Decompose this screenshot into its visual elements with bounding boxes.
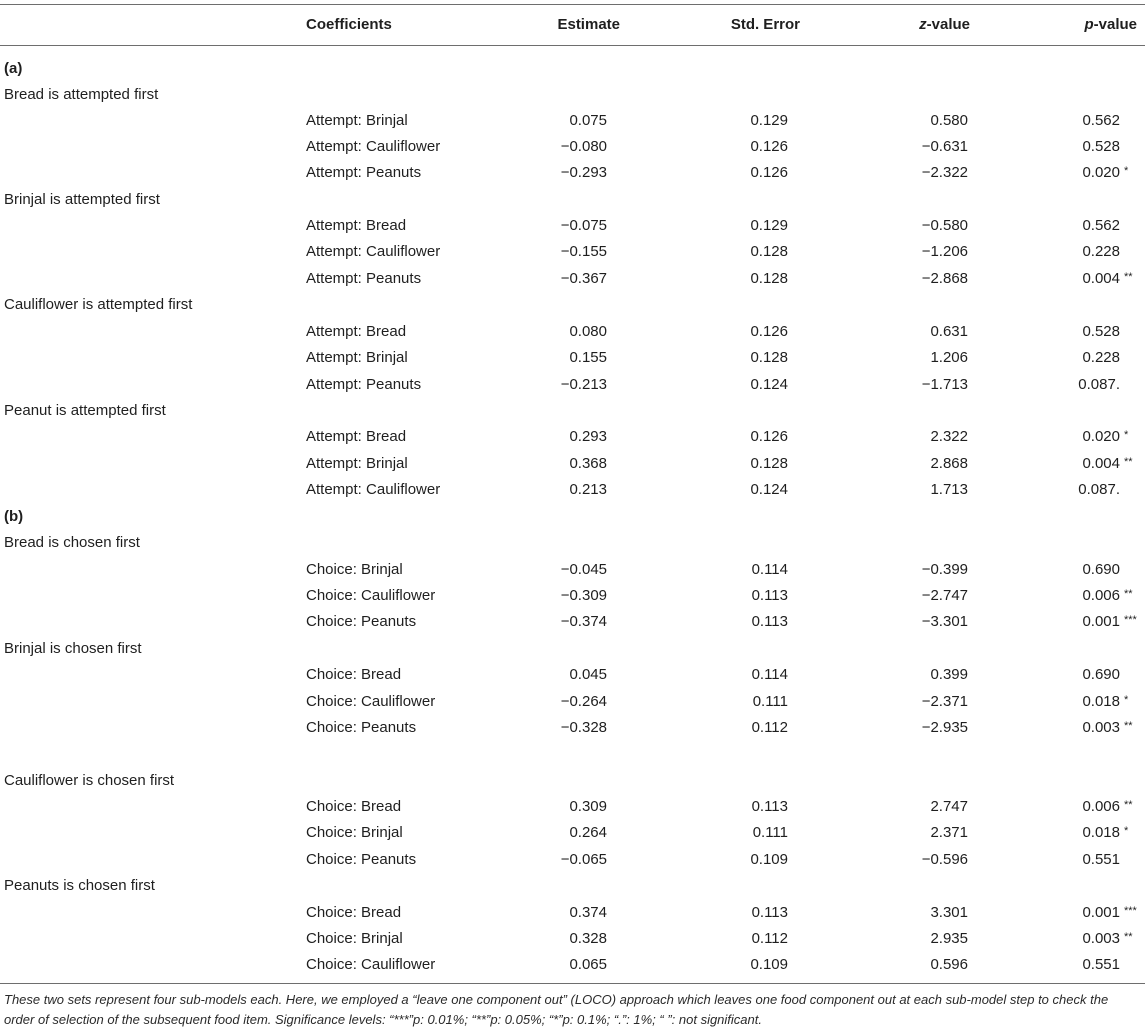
z-value-cell: −2.935 xyxy=(921,719,968,736)
table-row xyxy=(0,557,1145,583)
coef-cell: Attempt: Brinjal xyxy=(306,112,408,129)
table-row xyxy=(0,108,1145,134)
table-row xyxy=(0,451,1145,477)
std-error-cell: 0.112 xyxy=(751,719,788,736)
table-row xyxy=(0,952,1145,978)
estimate-cell: 0.213 xyxy=(569,481,607,498)
table-row xyxy=(0,239,1145,265)
z-value-cell: −0.399 xyxy=(921,561,968,578)
group-peanuts-chosen: Peanuts is chosen first xyxy=(4,877,155,894)
std-error-cell: 0.111 xyxy=(752,824,788,841)
p-value-cell: 0.562 xyxy=(1082,112,1120,129)
p-value-cell: 0.001 xyxy=(1082,613,1120,630)
p-value-cell: 0.551 xyxy=(1082,956,1120,973)
estimate-cell: 0.374 xyxy=(569,904,607,921)
significance-mark: * xyxy=(1124,694,1129,706)
coef-cell: Choice: Brinjal xyxy=(306,824,403,841)
std-error-cell: 0.113 xyxy=(751,613,788,630)
coef-cell: Attempt: Cauliflower xyxy=(306,243,441,260)
z-value-cell: −0.580 xyxy=(921,217,968,234)
significance-mark: *** xyxy=(1124,905,1137,917)
estimate-cell: −0.155 xyxy=(560,243,607,260)
p-value-cell: 0.228 xyxy=(1082,243,1120,260)
p-value-cell: 0.690 xyxy=(1082,666,1120,683)
header-z-rest: -value xyxy=(926,16,970,33)
std-error-cell: 0.126 xyxy=(750,164,788,181)
estimate-cell: 0.309 xyxy=(569,798,607,815)
std-error-cell: 0.113 xyxy=(751,904,788,921)
p-value-cell: 0.001 xyxy=(1082,904,1120,921)
table-row xyxy=(0,160,1145,186)
z-value-cell: 1.713 xyxy=(930,481,968,498)
table-row xyxy=(0,319,1145,345)
table-top-rule xyxy=(0,4,1145,5)
coef-cell: Choice: Peanuts xyxy=(306,613,417,630)
z-value-cell: −2.322 xyxy=(921,164,968,181)
p-value-cell: 0.690 xyxy=(1082,561,1120,578)
coef-cell: Choice: Bread xyxy=(306,666,402,683)
estimate-cell: 0.080 xyxy=(569,323,607,340)
estimate-cell: −0.293 xyxy=(560,164,607,181)
std-error-cell: 0.126 xyxy=(750,138,788,155)
z-value-cell: −2.747 xyxy=(921,587,968,604)
z-value-cell: 0.399 xyxy=(930,666,968,683)
std-error-cell: 0.128 xyxy=(750,243,788,260)
z-value-cell: 2.868 xyxy=(930,455,968,472)
z-value-cell: 2.935 xyxy=(930,930,968,947)
z-value-cell: 0.580 xyxy=(930,112,968,129)
estimate-cell: 0.293 xyxy=(569,428,607,445)
table-header-rule xyxy=(0,45,1145,46)
z-value-cell: 3.301 xyxy=(930,904,968,921)
group-heading xyxy=(0,398,1145,424)
p-value-cell: 0.003 xyxy=(1082,719,1120,736)
coef-cell: Choice: Peanuts xyxy=(306,719,417,736)
significance-mark: * xyxy=(1124,165,1129,177)
significance-mark: *** xyxy=(1124,614,1137,626)
p-value-cell: 0.006 xyxy=(1082,798,1120,815)
std-error-cell: 0.113 xyxy=(751,798,788,815)
estimate-cell: −0.374 xyxy=(560,613,607,630)
table-bottom-rule xyxy=(0,983,1145,984)
estimate-cell: −0.075 xyxy=(560,217,607,234)
group-heading xyxy=(0,82,1145,108)
std-error-cell: 0.128 xyxy=(750,455,788,472)
z-value-cell: 0.631 xyxy=(930,323,968,340)
p-value-cell: 0.528 xyxy=(1082,323,1120,340)
coef-cell: Choice: Bread xyxy=(306,798,402,815)
estimate-cell: −0.065 xyxy=(560,851,607,868)
header-z-italic: z xyxy=(919,16,927,33)
z-value-cell: −0.631 xyxy=(921,138,968,155)
header-estimate: Estimate xyxy=(557,16,620,33)
std-error-cell: 0.109 xyxy=(750,851,788,868)
header-p-italic: p xyxy=(1084,16,1094,33)
significance-mark: * xyxy=(1124,429,1129,441)
estimate-cell: −0.309 xyxy=(560,587,607,604)
table-row xyxy=(0,345,1145,371)
z-value-cell: 1.206 xyxy=(930,349,968,366)
std-error-cell: 0.113 xyxy=(751,587,788,604)
coef-cell: Choice: Bread xyxy=(306,904,402,921)
p-value-cell: 0.087. xyxy=(1078,481,1120,498)
significance-mark: ** xyxy=(1124,456,1133,468)
p-value-cell: 0.004 xyxy=(1082,455,1120,472)
p-value-cell: 0.562 xyxy=(1082,217,1120,234)
p-value-cell: 0.228 xyxy=(1082,349,1120,366)
table-row xyxy=(0,689,1145,715)
z-value-cell: −1.713 xyxy=(921,376,968,393)
std-error-cell: 0.126 xyxy=(750,323,788,340)
coef-cell: Choice: Cauliflower xyxy=(306,956,436,973)
significance-mark: ** xyxy=(1124,271,1133,283)
z-value-cell: −1.206 xyxy=(921,243,968,260)
p-value-cell: 0.020 xyxy=(1082,428,1120,445)
group-brinjal-attempted: Brinjal is attempted first xyxy=(4,191,160,208)
p-value-cell: 0.018 xyxy=(1082,824,1120,841)
table-row xyxy=(0,213,1145,239)
p-value-cell: 0.004 xyxy=(1082,270,1120,287)
std-error-cell: 0.111 xyxy=(752,693,788,710)
table-row xyxy=(0,900,1145,926)
estimate-cell: 0.264 xyxy=(569,824,607,841)
coef-cell: Attempt: Peanuts xyxy=(306,164,422,181)
estimate-cell: 0.045 xyxy=(569,666,607,683)
table-row xyxy=(0,424,1145,450)
table-row xyxy=(0,477,1145,503)
group-cauliflower-chosen: Cauliflower is chosen first xyxy=(4,772,175,789)
estimate-cell: 0.328 xyxy=(569,930,607,947)
coef-cell: Choice: Cauliflower xyxy=(306,693,436,710)
estimate-cell: 0.065 xyxy=(569,956,607,973)
table-row xyxy=(0,372,1145,398)
std-error-cell: 0.114 xyxy=(751,561,788,578)
std-error-cell: 0.109 xyxy=(750,956,788,973)
significance-mark: * xyxy=(1124,825,1129,837)
p-value-cell: 0.003 xyxy=(1082,930,1120,947)
estimate-cell: −0.328 xyxy=(560,719,607,736)
p-value-cell: 0.018 xyxy=(1082,693,1120,710)
group-heading xyxy=(0,636,1145,662)
p-value-cell: 0.528 xyxy=(1082,138,1120,155)
estimate-cell: −0.264 xyxy=(560,693,607,710)
coef-cell: Attempt: Cauliflower xyxy=(306,138,441,155)
std-error-cell: 0.124 xyxy=(750,376,788,393)
z-value-cell: 2.747 xyxy=(930,798,968,815)
estimate-cell: −0.080 xyxy=(560,138,607,155)
coef-cell: Attempt: Peanuts xyxy=(306,270,422,287)
table-row xyxy=(0,820,1145,846)
estimate-cell: −0.045 xyxy=(560,561,607,578)
group-heading xyxy=(0,530,1145,556)
group-bread-attempted: Bread is attempted first xyxy=(4,86,159,103)
header-p-value xyxy=(990,14,1137,36)
significance-mark: ** xyxy=(1124,720,1133,732)
table-row xyxy=(0,847,1145,873)
std-error-cell: 0.114 xyxy=(751,666,788,683)
header-p-rest: -value xyxy=(1093,16,1137,33)
coef-cell: Attempt: Bread xyxy=(306,217,407,234)
std-error-cell: 0.126 xyxy=(750,428,788,445)
z-value-cell: 2.371 xyxy=(930,824,968,841)
coef-cell: Attempt: Brinjal xyxy=(306,349,408,366)
p-value-cell: 0.006 xyxy=(1082,587,1120,604)
section-label-a xyxy=(0,56,1145,82)
group-heading xyxy=(0,292,1145,318)
table-footnote: These two sets represent four sub-models each. Here, we employed a “leave one component out” (LOCO) approach which leaves one food component out at each sub-model step to check the order of selection of the subsequent food item. Significance levels: “***”p: 0.01%; “**”p: 0.05%; “*”p: 0.1%; “.”: 1%; “ ”: not significant. xyxy=(4,992,1109,1027)
estimate-cell: −0.367 xyxy=(560,270,607,287)
significance-mark: ** xyxy=(1124,799,1133,811)
table-row xyxy=(0,609,1145,635)
header-std-error: Std. Error xyxy=(730,16,800,33)
coef-cell: Attempt: Bread xyxy=(306,323,407,340)
table-row xyxy=(0,715,1145,741)
z-value-cell: −3.301 xyxy=(921,613,968,630)
std-error-cell: 0.129 xyxy=(750,217,788,234)
significance-mark: ** xyxy=(1124,588,1133,600)
std-error-cell: 0.128 xyxy=(750,270,788,287)
estimate-cell: 0.075 xyxy=(569,112,607,129)
estimate-cell: 0.155 xyxy=(569,349,607,366)
coef-cell: Attempt: Brinjal xyxy=(306,455,408,472)
table-row xyxy=(0,926,1145,952)
z-value-cell: −2.371 xyxy=(921,693,968,710)
header-coefficients: Coefficients xyxy=(306,16,392,33)
z-value-cell: −2.868 xyxy=(921,270,968,287)
group-bread-chosen: Bread is chosen first xyxy=(4,534,140,551)
table-row xyxy=(0,583,1145,609)
group-peanut-attempted: Peanut is attempted first xyxy=(4,402,166,419)
std-error-cell: 0.112 xyxy=(751,930,788,947)
z-value-cell: 2.322 xyxy=(930,428,968,445)
p-value-cell: 0.020 xyxy=(1082,164,1120,181)
estimate-cell: −0.213 xyxy=(560,376,607,393)
estimate-cell: 0.368 xyxy=(569,455,607,472)
coef-cell: Choice: Cauliflower xyxy=(306,587,436,604)
significance-mark: ** xyxy=(1124,931,1133,943)
std-error-cell: 0.128 xyxy=(750,349,788,366)
coef-cell: Attempt: Bread xyxy=(306,428,407,445)
table-row xyxy=(0,266,1145,292)
p-value-cell: 0.551 xyxy=(1082,851,1120,868)
header-z-value xyxy=(818,14,970,36)
coef-cell: Attempt: Cauliflower xyxy=(306,481,441,498)
group-heading xyxy=(0,187,1145,213)
table-row xyxy=(0,794,1145,820)
coef-cell: Choice: Brinjal xyxy=(306,561,403,578)
group-cauliflower-attempted: Cauliflower is attempted first xyxy=(4,296,193,313)
part-b-label: (b) xyxy=(4,508,24,525)
group-brinjal-chosen: Brinjal is chosen first xyxy=(4,640,142,657)
z-value-cell: −0.596 xyxy=(921,851,968,868)
group-heading xyxy=(0,768,1145,794)
coef-cell: Attempt: Peanuts xyxy=(306,376,422,393)
p-value-cell: 0.087. xyxy=(1078,376,1120,393)
part-a-label: (a) xyxy=(4,60,23,77)
std-error-cell: 0.129 xyxy=(750,112,788,129)
coef-cell: Choice: Brinjal xyxy=(306,930,403,947)
section-label-b xyxy=(0,504,1145,530)
z-value-cell: 0.596 xyxy=(930,956,968,973)
std-error-cell: 0.124 xyxy=(750,481,788,498)
coef-cell: Choice: Peanuts xyxy=(306,851,417,868)
table-row xyxy=(0,662,1145,688)
table-row xyxy=(0,134,1145,160)
group-heading xyxy=(0,873,1145,899)
